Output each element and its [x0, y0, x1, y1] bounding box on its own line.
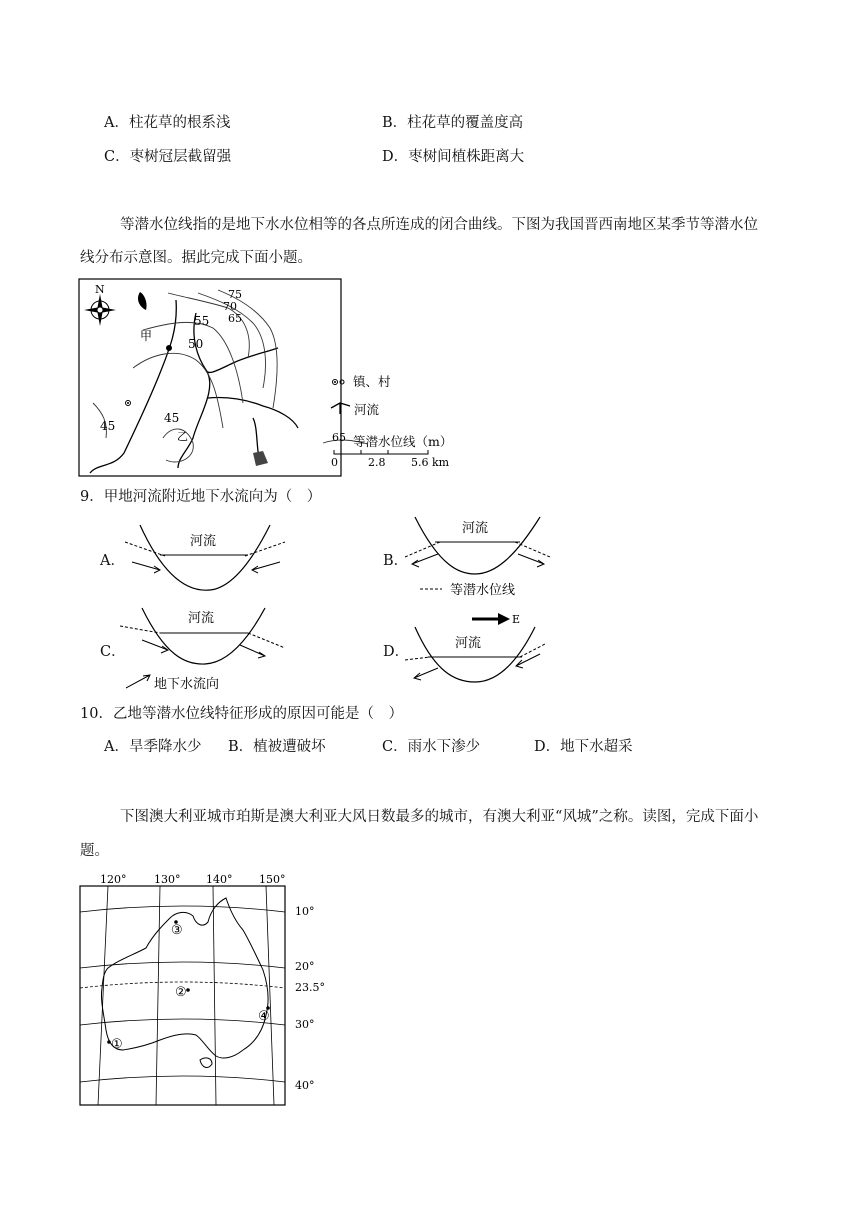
- legend: [323, 374, 452, 469]
- lat-40: 40°: [295, 1079, 315, 1092]
- q9-label-a: A．: [100, 553, 125, 569]
- lat-23-5: 23.5°: [295, 981, 325, 994]
- contour-65: 65: [228, 312, 242, 325]
- contour-45-yi: 45: [164, 411, 180, 425]
- flow-legend-arrow-icon: [126, 675, 150, 688]
- q9-label-c: C．: [100, 644, 126, 660]
- groundwater-contour-map: [78, 278, 478, 478]
- point-4: ④: [258, 1009, 270, 1024]
- town-jia-icon: [166, 345, 172, 351]
- lat-20: 20°: [295, 960, 315, 973]
- flow-arrow-icon: [132, 562, 160, 573]
- contour-55: 55: [194, 314, 210, 328]
- tasmania-outline: [200, 1058, 212, 1068]
- q10-option-a: A．旱季降水少: [104, 739, 202, 755]
- australia-map: [78, 870, 328, 1110]
- option-c: C．枣树冠层截留强: [104, 149, 232, 165]
- flow-arrow-icon: [240, 645, 265, 658]
- q9-diagram-b: [400, 512, 560, 602]
- passage1-line1: 等潜水位线指的是地下水水位相等的各点所连成的闭合曲线。下图为我国晋西南地区某季节等潜水位: [120, 217, 758, 233]
- q9-b-river: 河流: [462, 521, 489, 536]
- contour-75: 75: [228, 288, 242, 301]
- option-b: B．柱花草的覆盖度高: [382, 115, 524, 131]
- legend-contour: 等潜水位线（m）: [353, 434, 453, 449]
- q10-option-d: D．地下水超采: [534, 739, 633, 755]
- flow-arrow-icon: [252, 562, 280, 573]
- scale-2: 5.6 km: [411, 456, 450, 469]
- option-a: A．柱花草的根系浅: [104, 115, 231, 131]
- flow-arrow-icon: [414, 668, 438, 680]
- legend-town: 镇、村: [353, 374, 391, 389]
- contour-50: 50: [188, 337, 204, 351]
- passage2-line1: 下图澳大利亚城市珀斯是澳大利亚大风日数最多的城市，有澳大利亚“风城”之称。读图，完成下面小: [120, 809, 759, 825]
- lon-140: 140°: [206, 873, 233, 886]
- point-3: ③: [171, 923, 183, 938]
- q10-option-b: B．植被遭破坏: [228, 739, 326, 755]
- lon-130: 130°: [154, 873, 181, 886]
- lat-10: 10°: [295, 905, 315, 918]
- lat-30: 30°: [295, 1018, 315, 1031]
- australia-outline: [101, 898, 268, 1058]
- scale-1: 2.8: [368, 456, 386, 469]
- lake-icon: [138, 292, 147, 310]
- q9-diagram-a: [120, 520, 290, 600]
- reservoir-icon: [253, 451, 268, 466]
- flow-arrow-icon: [142, 640, 168, 653]
- q10-stem: 10．乙地等潜水位线特征形成的原因可能是（ ）: [80, 706, 403, 722]
- q9-diagram-c: [120, 600, 290, 695]
- q9-stem: 9．甲地河流附近地下水流向为（ ）: [80, 489, 322, 505]
- q9-label-b: B．: [383, 553, 409, 569]
- q9-c-river: 河流: [188, 611, 215, 626]
- q9-label-d: D．: [383, 644, 410, 660]
- point-1: ①: [111, 1037, 123, 1052]
- flow-arrow-icon: [516, 654, 540, 668]
- lon-120: 120°: [100, 873, 127, 886]
- place-jia: 甲: [140, 329, 153, 343]
- q9-d-river: 河流: [455, 636, 482, 651]
- passage1-line2: 线分布示意图。据此完成下面小题。: [80, 250, 312, 266]
- river-legend-icon: [331, 403, 350, 414]
- lon-150: 150°: [259, 873, 286, 886]
- q9-a-river: 河流: [190, 534, 217, 549]
- flow-arrow-icon: [412, 554, 438, 567]
- compass-icon: [84, 294, 116, 326]
- q9-legend-contour: 等潜水位线: [450, 583, 516, 598]
- legend-contour-value: 65: [332, 431, 346, 444]
- place-yi: 乙: [177, 430, 188, 443]
- option-d: D．枣树间植株距离大: [382, 149, 525, 165]
- contour-70: 70: [223, 300, 237, 313]
- contour-45-west: 45: [100, 419, 116, 433]
- flow-arrow-icon: [518, 554, 544, 567]
- legend-river: 河流: [354, 402, 380, 417]
- point-2: ②: [175, 985, 187, 1000]
- q9-legend-flow: 地下水流向: [154, 677, 220, 692]
- river-main: [90, 300, 176, 473]
- scale-0: 0: [331, 456, 338, 469]
- passage2-line2: 题。: [80, 843, 109, 859]
- q9-legend-east: E: [512, 613, 521, 626]
- q9-diagram-d: [400, 622, 560, 694]
- compass-n: N: [95, 283, 105, 296]
- q10-option-c: C．雨水下渗少: [382, 739, 481, 755]
